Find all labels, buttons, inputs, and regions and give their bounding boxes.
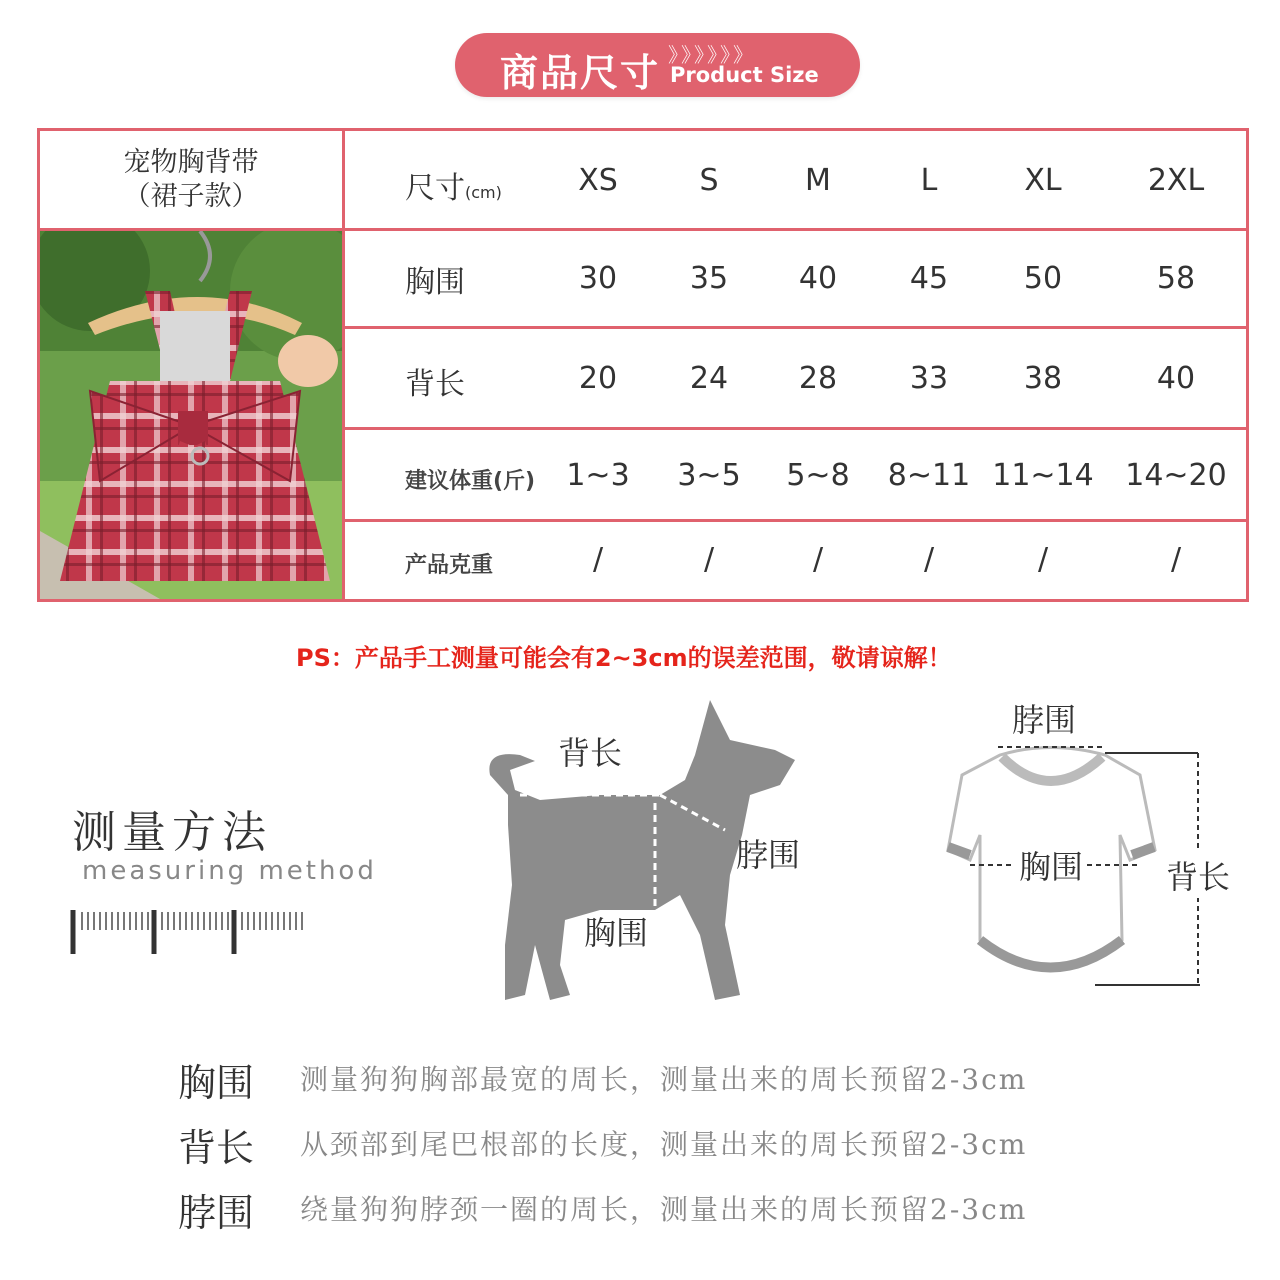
product-name [40, 131, 342, 231]
size-header-s: S [699, 163, 719, 198]
table-row-product-weight [345, 522, 1246, 599]
ruler-icon [70, 908, 310, 958]
product-photo-image [40, 231, 342, 599]
shirt-back-label: 背长 [1166, 852, 1230, 898]
dog-neck-label: 脖围 [736, 836, 801, 874]
back-value-m: 28 [798, 361, 838, 396]
size-label: 尺寸(cm) [405, 171, 502, 206]
dog-chest-label: 胸围 [584, 914, 649, 952]
chest-value-m: 40 [798, 261, 838, 296]
product-weight-xl: / [1037, 542, 1049, 577]
weight-value-m: 5~8 [786, 458, 850, 493]
back-value-xs: 20 [578, 361, 618, 396]
size-header-xs: XS [578, 163, 618, 198]
table-row-chest [345, 231, 1246, 329]
back-value-l: 33 [909, 361, 949, 396]
product-name-line2: （裙子款） [123, 180, 259, 212]
weight-value-xs: 1~3 [566, 458, 630, 493]
product-photo [40, 231, 342, 599]
product-weight-xs: / [592, 542, 604, 577]
table-row-weight [345, 430, 1246, 522]
product-weight-s: / [703, 542, 715, 577]
header-title-cn: 商品尺寸 [500, 51, 661, 95]
weight-value-s: 3~5 [677, 458, 741, 493]
row-label-back: 背长 [405, 367, 465, 402]
product-weight-2xl: / [1170, 542, 1182, 577]
chevron-decoration-icon: 》》》》》》 [668, 43, 756, 67]
back-value-s: 24 [689, 361, 729, 396]
explanation-term-chest: 胸围 [178, 1061, 255, 1105]
size-header-2xl: 2XL [1147, 163, 1205, 198]
method-title-en: measuring method [82, 856, 377, 886]
product-name-line1: 宠物胸背带 [123, 146, 259, 178]
explanation-desc-neck: 绕量狗狗脖颈一圈的周长，测量出来的周长预留2-3cm [300, 1193, 1028, 1226]
weight-value-2xl: 14~20 [1125, 458, 1227, 493]
method-title-cn: 测量方法 [72, 807, 272, 858]
size-header-xl: XL [1024, 163, 1062, 198]
chest-value-xs: 30 [578, 261, 618, 296]
header-title-en: Product Size [670, 63, 819, 87]
weight-value-xl: 11~14 [992, 458, 1094, 493]
row-label-chest: 胸围 [405, 265, 465, 300]
ps-note: PS：产品手工测量可能会有2~3cm的误差范围，敬请谅解！ [296, 644, 952, 672]
shirt-neck-label: 脖围 [1012, 701, 1077, 739]
chest-value-xl: 50 [1023, 261, 1063, 296]
explanation-desc-chest: 测量狗狗胸部最宽的周长，测量出来的周长预留2-3cm [300, 1063, 1028, 1096]
product-weight-l: / [923, 542, 935, 577]
product-weight-m: / [812, 542, 824, 577]
chest-value-s: 35 [689, 261, 729, 296]
explanation-desc-back: 从颈部到尾巴根部的长度，测量出来的周长预留2-3cm [300, 1128, 1028, 1161]
chest-value-l: 45 [909, 261, 949, 296]
header-banner [455, 33, 860, 97]
chest-value-2xl: 58 [1156, 261, 1196, 296]
explanation-term-back: 背长 [178, 1126, 255, 1170]
weight-value-l: 8~11 [887, 458, 971, 493]
shirt-chest-label: 胸围 [1015, 842, 1087, 888]
row-label-product-weight: 产品克重 [405, 553, 494, 578]
table-row-back [345, 329, 1246, 430]
back-value-xl: 38 [1023, 361, 1063, 396]
table-left-column [40, 131, 345, 599]
explanation-term-neck: 脖围 [178, 1191, 255, 1235]
back-value-2xl: 40 [1156, 361, 1196, 396]
table-row-size [345, 131, 1246, 231]
size-header-m: M [805, 163, 831, 198]
dog-back-label: 背长 [558, 734, 623, 772]
size-table [37, 128, 1249, 602]
row-label-weight: 建议体重(斤) [405, 469, 536, 494]
size-unit: (cm) [465, 183, 502, 202]
size-header-l: L [920, 163, 938, 198]
